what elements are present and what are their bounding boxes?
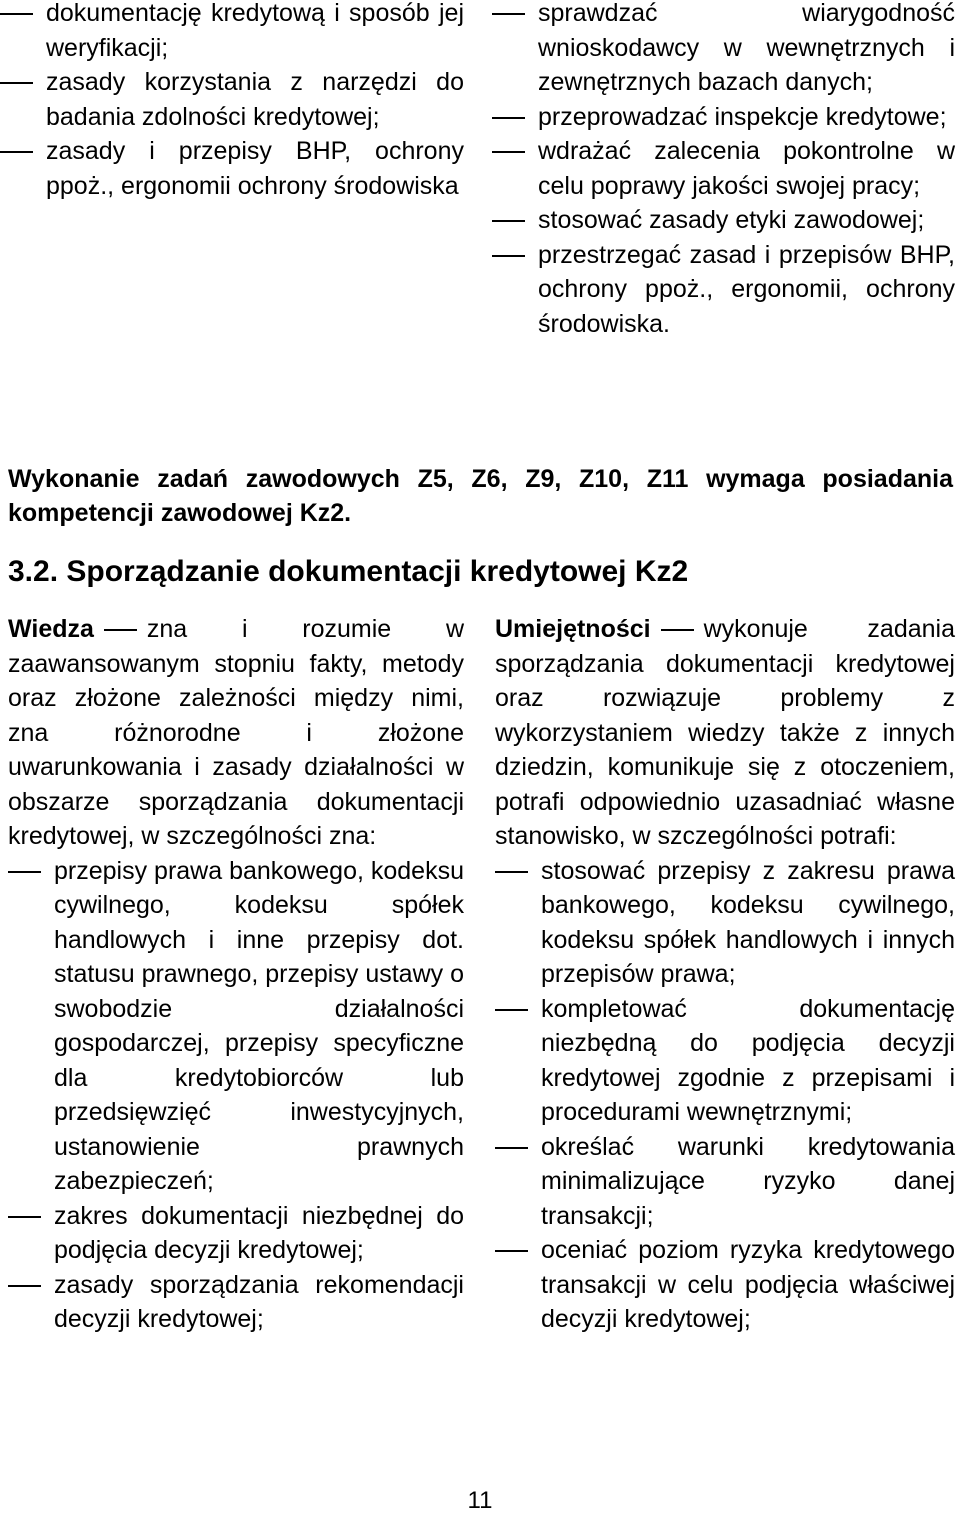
section-heading: 3.2. Sporządzanie dokumentacji kredytowej Kz2 [8,555,689,588]
list-item: sprawdzać wiarygodność wnioskodawcy w wewnętrznych i zewnętrznych bazach danych; [492,0,955,100]
list-item: określać warunki kredytowania minimalizujące ryzyko danej transakcji; [495,1130,955,1234]
list-item: zasady korzystania z narzędzi do badania zdolności kredytowej; [0,65,464,134]
list-item: przeprowadzać inspekcje kredytowe; [492,100,955,135]
skills-column [495,612,955,1337]
competence-note: Wykonanie zadań zawodowych Z5, Z6, Z9, Z10, Z11 wymaga posiadania kompetencji zawodowej Kz2. [8,465,953,527]
knowledge-intro-text: zna i rozumie w zaawansowanym stopniu fakty, metody oraz złożone zależności między nimi, zna różnorodne i złożone uwarunkowania i zasady działalności w obszarze sporządzania dokumentacji kredytowej, w szczególności zna: [8,615,464,850]
top-left-list [0,0,464,203]
list-item: wdrażać zalecenia pokontrolne w celu poprawy jakości swojej pracy; [492,134,955,203]
list-item: zasady i przepisy BHP, ochrony ppoż., ergonomii ochrony środowiska [0,134,464,203]
dash-separator [104,629,137,631]
knowledge-column [8,612,464,1337]
skills-intro [495,612,955,854]
top-left-column [0,0,464,203]
list-item: dokumentację kredytową i sposób jej weryfikacji; [0,0,464,65]
list-item: kompletować dokumentację niezbędną do podjęcia decyzji kredytowej zgodnie z przepisami i procedurami wewnętrznymi; [495,992,955,1130]
list-item: stosować przepisy z zakresu prawa bankowego, kodeksu cywilnego, kodeksu spółek handlowych i innych przepisów prawa; [495,854,955,992]
skills-list [495,854,955,1337]
top-right-column [492,0,955,341]
knowledge-list [8,854,464,1337]
list-item: oceniać poziom ryzyka kredytowego transakcji w celu podjęcia właściwej decyzji kredytowej; [495,1233,955,1337]
page-number: 11 [467,1487,493,1514]
skills-label: Umiejętności [495,615,651,643]
knowledge-intro [8,612,464,854]
list-item: zasady sporządzania rekomendacji decyzji kredytowej; [8,1268,464,1337]
list-item: przepisy prawa bankowego, kodeksu cywilnego, kodeksu spółek handlowych i inne przepisy dot. statusu prawnego, przepisy ustawy o swobodzie działalności gospodarczej, przepisy specyficzne dla kredytobiorców lub przedsięwzięć inwestycyjnych, ustanowienie prawnych zabezpieczeń; [8,854,464,1199]
list-item: zakres dokumentacji niezbędnej do podjęcia decyzji kredytowej; [8,1199,464,1268]
list-item: stosować zasady etyki zawodowej; [492,203,955,238]
list-item: przestrzegać zasad i przepisów BHP, ochrony ppoż., ergonomii, ochrony środowiska. [492,238,955,342]
dash-separator [661,629,694,631]
knowledge-label: Wiedza [8,615,94,643]
top-right-list [492,0,955,341]
skills-intro-text: wykonuje zadania sporządzania dokumentacji kredytowej oraz rozwiązuje problemy z wykorzystaniem wiedzy także z innych dziedzin, komunikuje się z otoczeniem, potrafi odpowiednio uzasadniać własne stanowisko, w szczególności potrafi: [495,615,955,850]
